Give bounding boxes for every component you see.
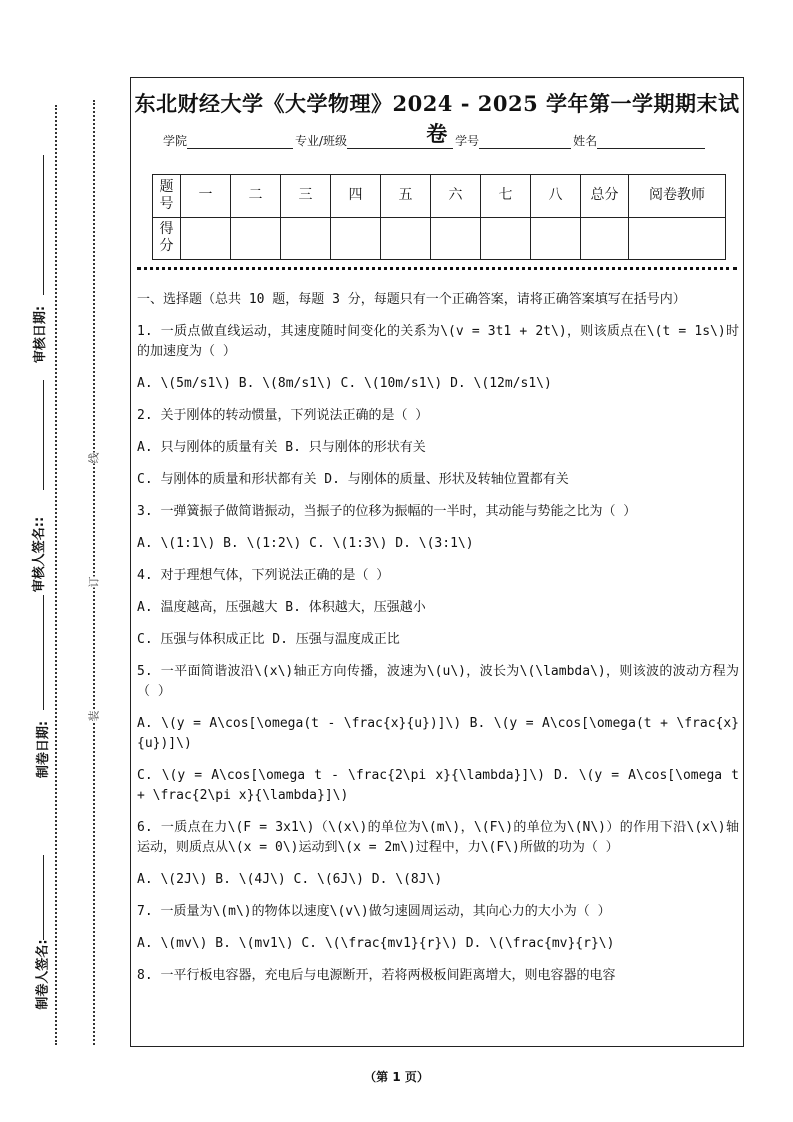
reviewer-signature-label: 审核人签名:: xyxy=(32,516,48,593)
question-stem: 5. 一平面简谐波沿\(x\)轴正方向传播，波速为\(u\)，波长为\(\lambda\)，则该波的波动方程为（ ） xyxy=(137,664,739,699)
score-table-header-row xyxy=(153,175,726,218)
binding-mark-xian: 线 xyxy=(87,452,101,464)
maker-signature-label: 制卷人签名: xyxy=(35,939,51,1010)
question-options: A. \(5m/s1\) B. \(8m/s1\) C. \(10m/s1\) D. \(12m/s1\) xyxy=(137,376,552,391)
page-number: （第 1 页） xyxy=(364,1070,429,1084)
name-field[interactable] xyxy=(597,134,705,149)
question-stem: 2. 关于刚体的转动惯量，下列说法正确的是（ ） xyxy=(137,408,429,423)
score-cell-total[interactable] xyxy=(581,217,629,260)
question-stem: 3. 一弹簧振子做简谐振动，当振子的位移为振幅的一半时，其动能与势能之比为（ ） xyxy=(137,504,637,519)
question-options: C. \(y = A\cos[\omega t - \frac{2\pi x}{\lambda}]\) D. \(y = A\cos[\omega t + \frac{2\pi x}{\lambda}]\) xyxy=(137,768,739,803)
student-info-row xyxy=(163,132,723,149)
question-options: A. 温度越高，压强越大 B. 体积越大，压强越小 xyxy=(137,600,426,615)
college-field[interactable] xyxy=(187,134,293,149)
exam-frame xyxy=(130,77,744,1047)
question-options: A. \(y = A\cos[\omega(t - \frac{x}{u})]\) B. \(y = A\cos[\omega(t + \frac{x}{u})]\) xyxy=(137,716,739,751)
reviewer-signature-line xyxy=(43,380,44,490)
header-cell: 六 xyxy=(431,175,481,218)
question-options: C. 压强与体积成正比 D. 压强与温度成正比 xyxy=(137,632,400,647)
header-cell-total: 总分 xyxy=(581,175,629,218)
question-stem: 4. 对于理想气体，下列说法正确的是（ ） xyxy=(137,568,390,583)
section-separator xyxy=(137,267,737,270)
score-cell[interactable] xyxy=(231,217,281,260)
score-cell[interactable] xyxy=(281,217,331,260)
question-section xyxy=(137,290,739,998)
question-stem: 8. 一平行板电容器，充电后与电源断开，若将两极板间距离增大，则电容器的电容 xyxy=(137,968,616,983)
name-label: 姓名 xyxy=(573,134,598,148)
reviewer-date-line xyxy=(43,155,44,295)
score-cell[interactable] xyxy=(331,217,381,260)
student-id-label: 学号 xyxy=(455,134,480,148)
question-stem: 1. 一质点做直线运动，其速度随时间变化的关系为\(v = 3t1 + 2t\)，则该质点在\(t = 1s\)时的加速度为（ ） xyxy=(137,324,739,359)
score-cell[interactable] xyxy=(531,217,581,260)
major-label: 专业/班级 xyxy=(295,134,348,148)
exam-title: 东北财经大学《大学物理》2024 - 2025 学年第一学期期末试卷 xyxy=(134,91,740,146)
maker-signature-line xyxy=(43,855,44,940)
college-label: 学院 xyxy=(163,134,188,148)
section-heading: 一、选择题（总共 10 题，每题 3 分，每题只有一个正确答案，请将正确答案填写在括号内） xyxy=(137,292,686,307)
header-cell: 四 xyxy=(331,175,381,218)
binding-mark-zhuang: 装 xyxy=(87,710,101,722)
header-cell: 五 xyxy=(381,175,431,218)
binding-dotted-rule xyxy=(93,100,95,1045)
header-cell: 二 xyxy=(231,175,281,218)
row-label-score: 得分 xyxy=(153,217,181,260)
header-cell: 七 xyxy=(481,175,531,218)
header-cell-question-number: 题号 xyxy=(153,175,181,218)
header-cell-grader: 阅卷教师 xyxy=(629,175,726,218)
student-id-field[interactable] xyxy=(479,134,571,149)
question-stem: 7. 一质量为\(m\)的物体以速度\(v\)做匀速圆周运动，其向心力的大小为（ ） xyxy=(137,904,611,919)
binding-mark-ding: 订 xyxy=(87,576,101,588)
question-options: A. \(2J\) B. \(4J\) C. \(6J\) D. \(8J\) xyxy=(137,872,443,887)
score-cell[interactable] xyxy=(381,217,431,260)
question-options: A. \(1:1\) B. \(1:2\) C. \(1:3\) D. \(3:1\) xyxy=(137,536,474,551)
score-table xyxy=(152,174,726,260)
score-cell[interactable] xyxy=(181,217,231,260)
reviewer-date-label: 审核日期: xyxy=(33,305,49,364)
header-cell: 一 xyxy=(181,175,231,218)
question-options: A. \(mv\) B. \(mv1\) C. \(\frac{mv1}{r}\) D. \(\frac{mv}{r}\) xyxy=(137,936,615,951)
score-table-score-row xyxy=(153,217,726,260)
score-cell[interactable] xyxy=(431,217,481,260)
score-cell[interactable] xyxy=(481,217,531,260)
question-stem: 6. 一质点在力\(F = 3x1\)（\(x\)的单位为\(m\)，\(F\)的单位为\(N\)）的作用下沿\(x\)轴运动，则质点从\(x = 0\)运动到\(x = 2m\)过程中，力\(F\)所做的功为（ ） xyxy=(137,820,739,855)
maker-date-label: 制卷日期: xyxy=(36,720,52,779)
question-options: C. 与刚体的质量和形状都有关 D. 与刚体的质量、形状及转轴位置都有关 xyxy=(137,472,569,487)
header-cell: 三 xyxy=(281,175,331,218)
major-field[interactable] xyxy=(347,134,453,149)
header-cell: 八 xyxy=(531,175,581,218)
score-cell-grader[interactable] xyxy=(629,217,726,260)
maker-date-line xyxy=(43,595,44,710)
question-options: A. 只与刚体的质量有关 B. 只与刚体的形状有关 xyxy=(137,440,426,455)
margin-dotted-rule-left xyxy=(55,105,57,1045)
